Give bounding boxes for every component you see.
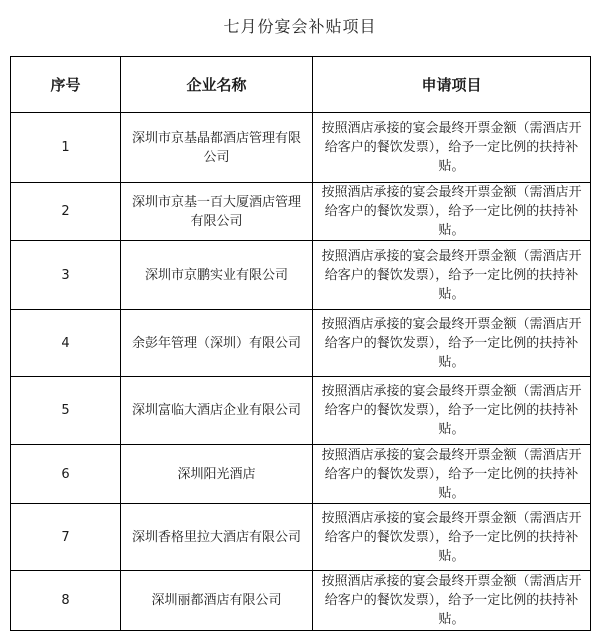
table-header-row xyxy=(11,57,591,113)
table-row xyxy=(11,241,591,310)
header-item: 申请项目 xyxy=(313,57,591,113)
row-item: 按照酒店承接的宴会最终开票金额（需酒店开给客户的餐饮发票），给予一定比例的扶持补贴。 xyxy=(313,310,591,377)
table-row xyxy=(11,571,591,631)
row-company: 深圳富临大酒店企业有限公司 xyxy=(121,377,313,445)
subsidy-table xyxy=(10,56,591,631)
row-item: 按照酒店承接的宴会最终开票金额（需酒店开给客户的餐饮发票），给予一定比例的扶持补贴。 xyxy=(313,445,591,504)
row-company: 深圳丽都酒店有限公司 xyxy=(121,571,313,631)
row-company: 深圳市京鹏实业有限公司 xyxy=(121,241,313,310)
table-row xyxy=(11,310,591,377)
row-index: 7 xyxy=(11,504,121,571)
row-index: 8 xyxy=(11,571,121,631)
row-item: 按照酒店承接的宴会最终开票金额（需酒店开给客户的餐饮发票），给予一定比例的扶持补贴。 xyxy=(313,113,591,183)
row-item: 按照酒店承接的宴会最终开票金额（需酒店开给客户的餐饮发票），给予一定比例的扶持补贴。 xyxy=(313,504,591,571)
table-row xyxy=(11,113,591,183)
header-company: 企业名称 xyxy=(121,57,313,113)
row-company: 深圳市京基一百大厦酒店管理有限公司 xyxy=(121,183,313,241)
row-item: 按照酒店承接的宴会最终开票金额（需酒店开给客户的餐饮发票），给予一定比例的扶持补贴。 xyxy=(313,183,591,241)
row-company: 深圳香格里拉大酒店有限公司 xyxy=(121,504,313,571)
header-index: 序号 xyxy=(11,57,121,113)
row-company: 深圳阳光酒店 xyxy=(121,445,313,504)
row-index: 2 xyxy=(11,183,121,241)
table-row xyxy=(11,504,591,571)
row-index: 3 xyxy=(11,241,121,310)
row-index: 6 xyxy=(11,445,121,504)
row-index: 1 xyxy=(11,113,121,183)
document-title: 七月份宴会补贴项目 xyxy=(223,17,377,36)
row-index: 4 xyxy=(11,310,121,377)
row-item: 按照酒店承接的宴会最终开票金额（需酒店开给客户的餐饮发票），给予一定比例的扶持补贴。 xyxy=(313,377,591,445)
row-company: 余彭年管理（深圳）有限公司 xyxy=(121,310,313,377)
table-row xyxy=(11,183,591,241)
row-index: 5 xyxy=(11,377,121,445)
row-item: 按照酒店承接的宴会最终开票金额（需酒店开给客户的餐饮发票），给予一定比例的扶持补贴。 xyxy=(313,241,591,310)
table-row xyxy=(11,377,591,445)
table-row xyxy=(11,445,591,504)
row-item: 按照酒店承接的宴会最终开票金额（需酒店开给客户的餐饮发票），给予一定比例的扶持补贴。 xyxy=(313,571,591,631)
row-company: 深圳市京基晶都酒店管理有限公司 xyxy=(121,113,313,183)
